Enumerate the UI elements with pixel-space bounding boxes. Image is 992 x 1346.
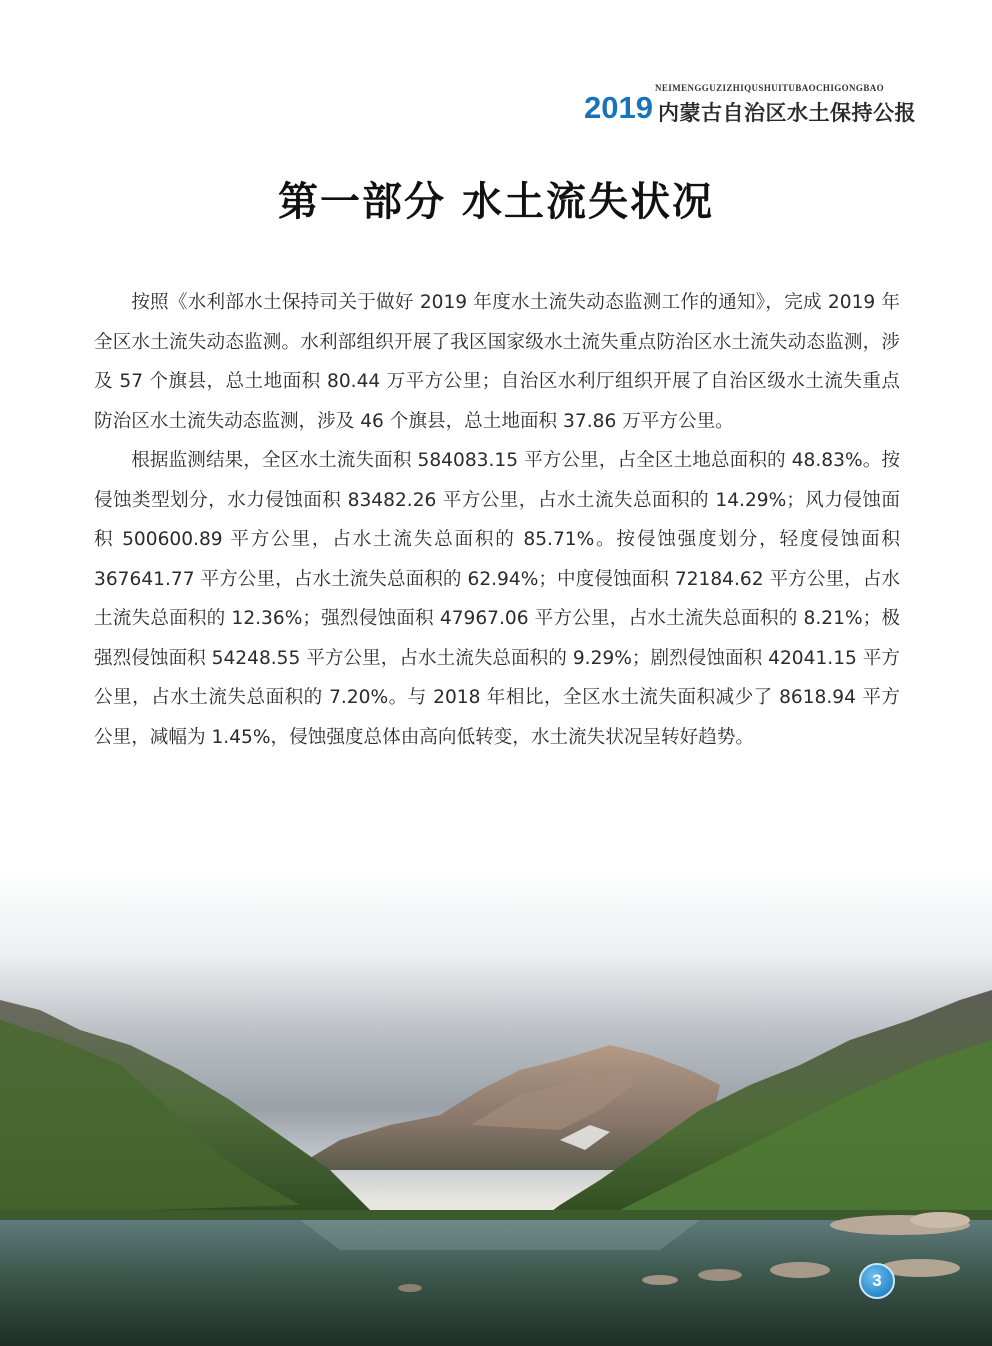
section-title: 第一部分 水土流失状况 bbox=[278, 179, 714, 225]
header-title: 内蒙古自治区水土保持公报 bbox=[658, 101, 916, 125]
paragraph-1: 按照《水利部水土保持司关于做好 2019 年度水土流失动态监测工作的通知》，完成 2019 年全区水土流失动态监测。水利部组织开展了我区国家级水土流失重点防治区水土流失动态监测，涉及 57 个旗县，总土地面积 80.44 万平方公里；自治区水利厅组织开展了自治区级水土流失重点防治区水土流失动态监测，涉及 46 个旗县，总土地面积 37.86 万平方公里。 bbox=[94, 292, 900, 432]
header-year: 2019 bbox=[584, 90, 653, 125]
paragraph-2: 根据监测结果，全区水土流失面积 584083.15 平方公里，占全区土地总面积的 48.83%。按侵蚀类型划分，水力侵蚀面积 83482.26 平方公里，占水土流失总面积的 14.29%；风力侵蚀面积 500600.89 平方公里，占水土流失总面积的 85.71%。按侵蚀强度划分，轻度侵蚀面积 367641.77 平方公里，占水土流失总面积的 62.94%；中度侵蚀面积 72184.62 平方公里，占水土流失总面积的 12.36%；强烈侵蚀面积 47967.06 平方公里，占水土流失总面积的 8.21%；极强烈侵蚀面积 54248.55 平方公里，占水土流失总面积的 9.29%；剧烈侵蚀面积 42041.15 平方公里，占水土流失总面积的 7.20%。与 2018 年相比，全区水土流失面积减少了 8618.94 平方公里，减幅为 1.45%，侵蚀强度总体由高向低转变，水土流失状况呈转好趋势。 bbox=[94, 450, 900, 748]
header-pinyin: NEIMENGGUZIZHIQUSHUITUBAOCHIGONGBAO bbox=[655, 83, 885, 93]
body-text bbox=[94, 283, 900, 757]
page-number: 3 bbox=[872, 1271, 882, 1290]
landscape-image bbox=[0, 870, 992, 1346]
